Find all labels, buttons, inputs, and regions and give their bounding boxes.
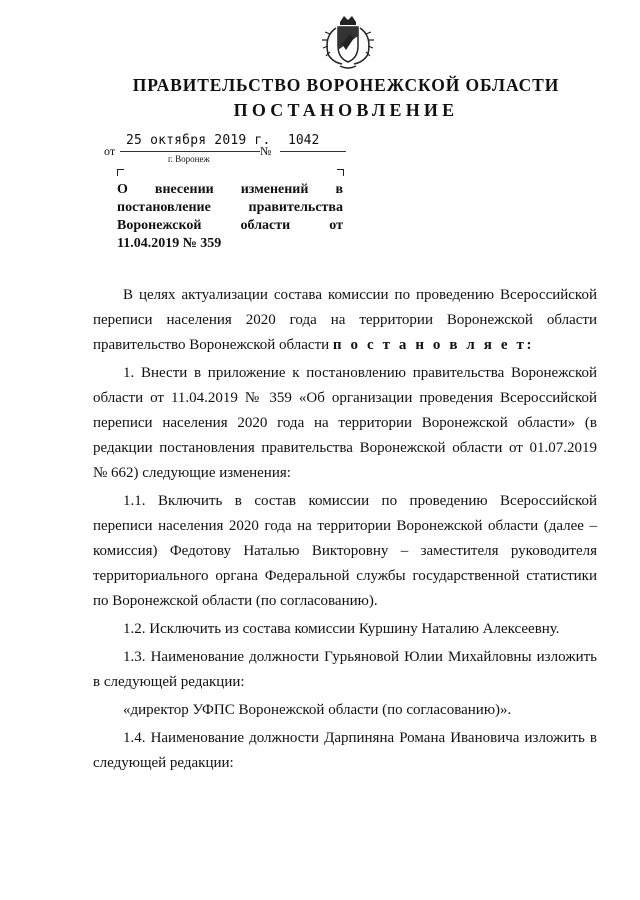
document-date: 25 октября 2019 г.: [126, 133, 271, 148]
subject-line: 11.04.2019 № 359: [117, 236, 222, 251]
paragraph-1-3-quote: «директор УФПС Воронежской области (по согласованию)».: [123, 702, 512, 718]
date-prefix: от: [104, 144, 116, 158]
document-body: [93, 283, 597, 779]
subject-line: О внесении изменений в: [117, 182, 343, 197]
government-title: ПРАВИТЕЛЬСТВО ВОРОНЕЖСКОЙ ОБЛАСТИ: [132, 75, 560, 95]
subject-line: Воронежской области от: [117, 218, 343, 233]
document-subject: [117, 181, 343, 253]
number-label: №: [260, 144, 272, 158]
subject-line: постановление правительства: [117, 200, 343, 215]
document-type: ПОСТАНОВЛЕНИЕ: [233, 100, 459, 120]
intro-text: В целях актуализации состава комиссии по проведению Всероссийской переписи населения 2020 года на территории Воронежской области правительство Воронежской области: [93, 287, 597, 353]
document-city: г. Воронеж: [168, 154, 210, 164]
document-number: 1042: [288, 133, 320, 148]
paragraph-1: 1. Внести в приложение к постановлению правительства Воронежской области от 11.04.2019 № 359 «Об организации проведения Всероссийской переписи населения 2020 года на территории Воронежской области» (в редакции постановления правительства Воронежской области от 01.07.2019 № 662) следующие изменения:: [93, 365, 597, 481]
subject-corner-left: [117, 169, 124, 176]
coat-of-arms-icon: [318, 14, 378, 70]
subject-corner-right: [337, 169, 344, 176]
paragraph-1-2: 1.2. Исключить из состава комиссии Куршину Наталию Алексеевну.: [123, 621, 560, 637]
number-underline: [280, 151, 346, 152]
intro-paragraph: [93, 283, 597, 358]
paragraph-1-3: 1.3. Наименование должности Гурьяновой Юлии Михайловны изложить в следующей редакции:: [93, 649, 597, 690]
paragraph-1-1: 1.1. Включить в состав комиссии по проведению Всероссийской переписи населения 2020 года на территории Воронежской области (далее – комиссия) Федотову Наталью Викторовну – заместителя руководителя территориального органа Федеральной службы государственной статистики по Воронежской области (по согласованию).: [93, 493, 597, 609]
date-underline: [120, 151, 260, 152]
decree-word: п о с т а н о в л я е т:: [332, 337, 535, 353]
paragraph-1-4: 1.4. Наименование должности Дарпиняна Романа Ивановича изложить в следующей редакции:: [93, 730, 597, 771]
